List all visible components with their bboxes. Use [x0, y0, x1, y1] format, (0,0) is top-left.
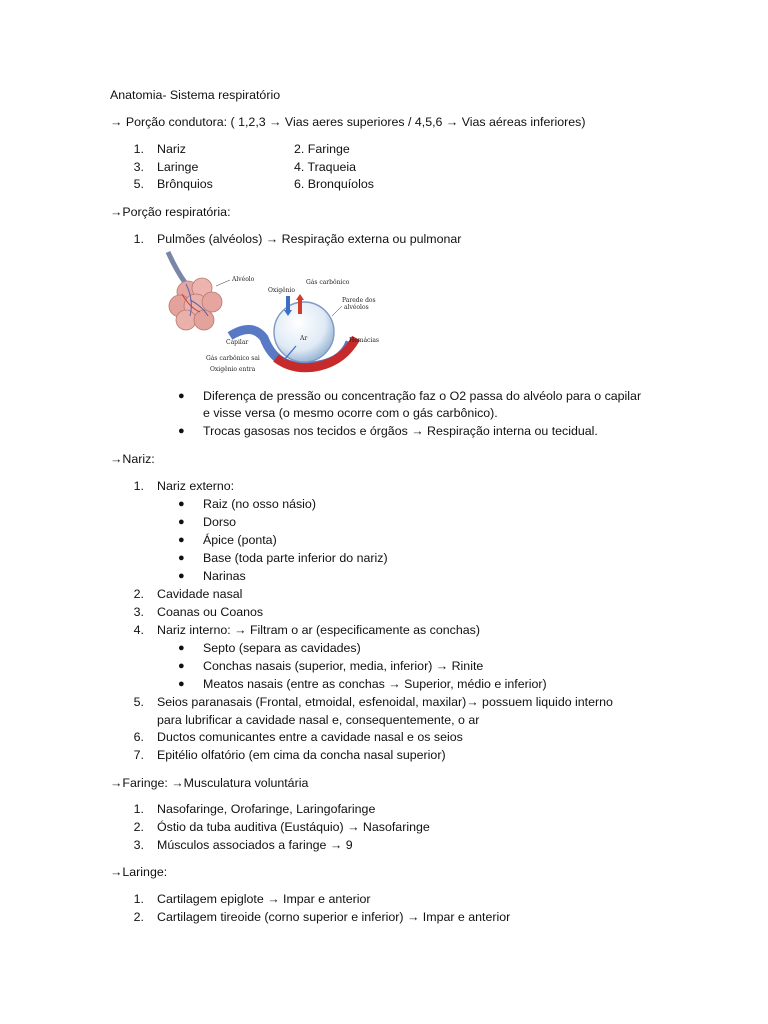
label-alveolos: alvéolos: [344, 304, 369, 311]
bullet-icon: ●: [178, 570, 185, 582]
bullet-icon: ●: [178, 678, 185, 690]
sub-item: Base (toda parte inferior do nariz): [203, 551, 388, 565]
sub-item: Ápice (ponta): [203, 533, 277, 547]
bullet-icon: ●: [178, 516, 185, 528]
list-item: 2. Faringe: [294, 142, 350, 156]
list-item: Músculos associados a faringe → 9: [157, 838, 353, 852]
list-item: Seios paranasais (Frontal, etmoidal, esfenoidal, maxilar)→ possuem liquido interno: [157, 695, 613, 709]
sub-item: Raiz (no osso násio): [203, 497, 316, 511]
list-number: 3.: [133, 160, 144, 174]
conducting-heading: → Porção condutora: ( 1,2,3 → Vias aeres superiores / 4,5,6 → Vias aéreas inferiores): [110, 115, 586, 129]
bullet-icon: ●: [178, 425, 185, 437]
alveolus-sphere: [274, 302, 334, 362]
list-item: Coanas ou Coanos: [157, 605, 264, 619]
list-number: 3.: [133, 838, 144, 852]
list-item: Brônquios: [157, 177, 213, 191]
list-item: Nariz interno: → Filtram o ar (especificamente as conchas): [157, 623, 480, 637]
list-item: Cavidade nasal: [157, 587, 243, 601]
document-title: Anatomia- Sistema respiratório: [110, 88, 281, 102]
list-item: Pulmões (alvéolos) → Respiração externa ou pulmonar: [157, 232, 462, 246]
label-hemacias: Hemácias: [349, 337, 379, 344]
list-item: Nariz: [157, 142, 186, 156]
alveolar-sac-cluster: [169, 278, 222, 330]
list-item: Óstio da tuba auditiva (Eustáquio) → Nasofaringe: [157, 820, 430, 834]
laringe-heading: →Laringe:: [110, 865, 168, 879]
sub-item: Narinas: [203, 569, 246, 583]
bullet-text: Trocas gasosas nos tecidos e órgãos → Respiração interna ou tecidual.: [203, 424, 598, 438]
list-item: Ductos comunicantes entre a cavidade nasal e os seios: [157, 730, 463, 744]
list-number: 1.: [133, 802, 144, 816]
bullet-icon: ●: [178, 642, 185, 654]
label-oxigenio: Oxigênio: [268, 287, 296, 294]
bronchiole-shape: [168, 252, 186, 284]
list-number: 4.: [133, 623, 144, 637]
bullet-icon: ●: [178, 390, 185, 402]
faringe-heading: →Faringe: →Musculatura voluntária: [110, 776, 309, 790]
list-number: 6.: [133, 730, 144, 744]
nariz-heading: →Nariz:: [110, 452, 155, 466]
alveolus-gas-exchange-diagram: [160, 250, 390, 380]
list-number: 2.: [133, 910, 144, 924]
list-number: 1.: [133, 232, 144, 246]
sub-item: Dorso: [203, 515, 237, 529]
bullet-icon: ●: [178, 498, 185, 510]
label-oxigenio-entra: Oxigênio entra: [210, 366, 256, 373]
bullet-icon: ●: [178, 552, 185, 564]
list-item: Nasofaringe, Orofaringe, Laringofaringe: [157, 802, 376, 816]
list-number: 1.: [133, 892, 144, 906]
label-alveolo: Alvéolo: [232, 276, 255, 283]
sub-item: Meatos nasais (entre as conchas → Superior, médio e inferior): [203, 677, 547, 691]
list-item-continued: para lubrificar a cavidade nasal e, consequentemente, o ar: [157, 713, 480, 727]
sub-item: Conchas nasais (superior, media, inferior) → Rinite: [203, 659, 484, 673]
label-gas-carbonico: Gás carbônico: [306, 279, 350, 286]
list-item: 4. Traqueia: [294, 160, 356, 174]
label-ar: Ar: [300, 335, 308, 342]
bullet-icon: ●: [178, 660, 185, 672]
list-number: 7.: [133, 748, 144, 762]
list-item: Nariz externo:: [157, 479, 235, 493]
list-item: Cartilagem tireoide (corno superior e inferior) → Impar e anterior: [157, 910, 511, 924]
list-number: 5.: [133, 695, 144, 709]
list-item: 6. Bronquíolos: [294, 177, 374, 191]
bullet-text: Diferença de pressão ou concentração faz o O2 passa do alvéolo para o capilar: [203, 389, 642, 403]
label-gas-sai: Gás carbônico sai: [206, 355, 260, 362]
list-item: Laringe: [157, 160, 199, 174]
label-capilar: Capilar: [226, 339, 249, 346]
list-number: 3.: [133, 605, 144, 619]
list-number: 2.: [133, 587, 144, 601]
label-parede: Parede dos: [342, 297, 376, 304]
list-number: 2.: [133, 820, 144, 834]
list-item: Cartilagem epiglote → Impar e anterior: [157, 892, 371, 906]
list-number: 1.: [133, 479, 144, 493]
sub-item: Septo (separa as cavidades): [203, 641, 361, 655]
bullet-text-continued: e visse versa (o mesmo ocorre com o gás carbônico).: [203, 406, 498, 420]
list-number: 1.: [133, 142, 144, 156]
list-item: Epitélio olfatório (em cima da concha nasal superior): [157, 748, 446, 762]
respiratory-heading: →Porção respiratória:: [110, 205, 231, 219]
bullet-icon: ●: [178, 534, 185, 546]
list-number: 5.: [133, 177, 144, 191]
